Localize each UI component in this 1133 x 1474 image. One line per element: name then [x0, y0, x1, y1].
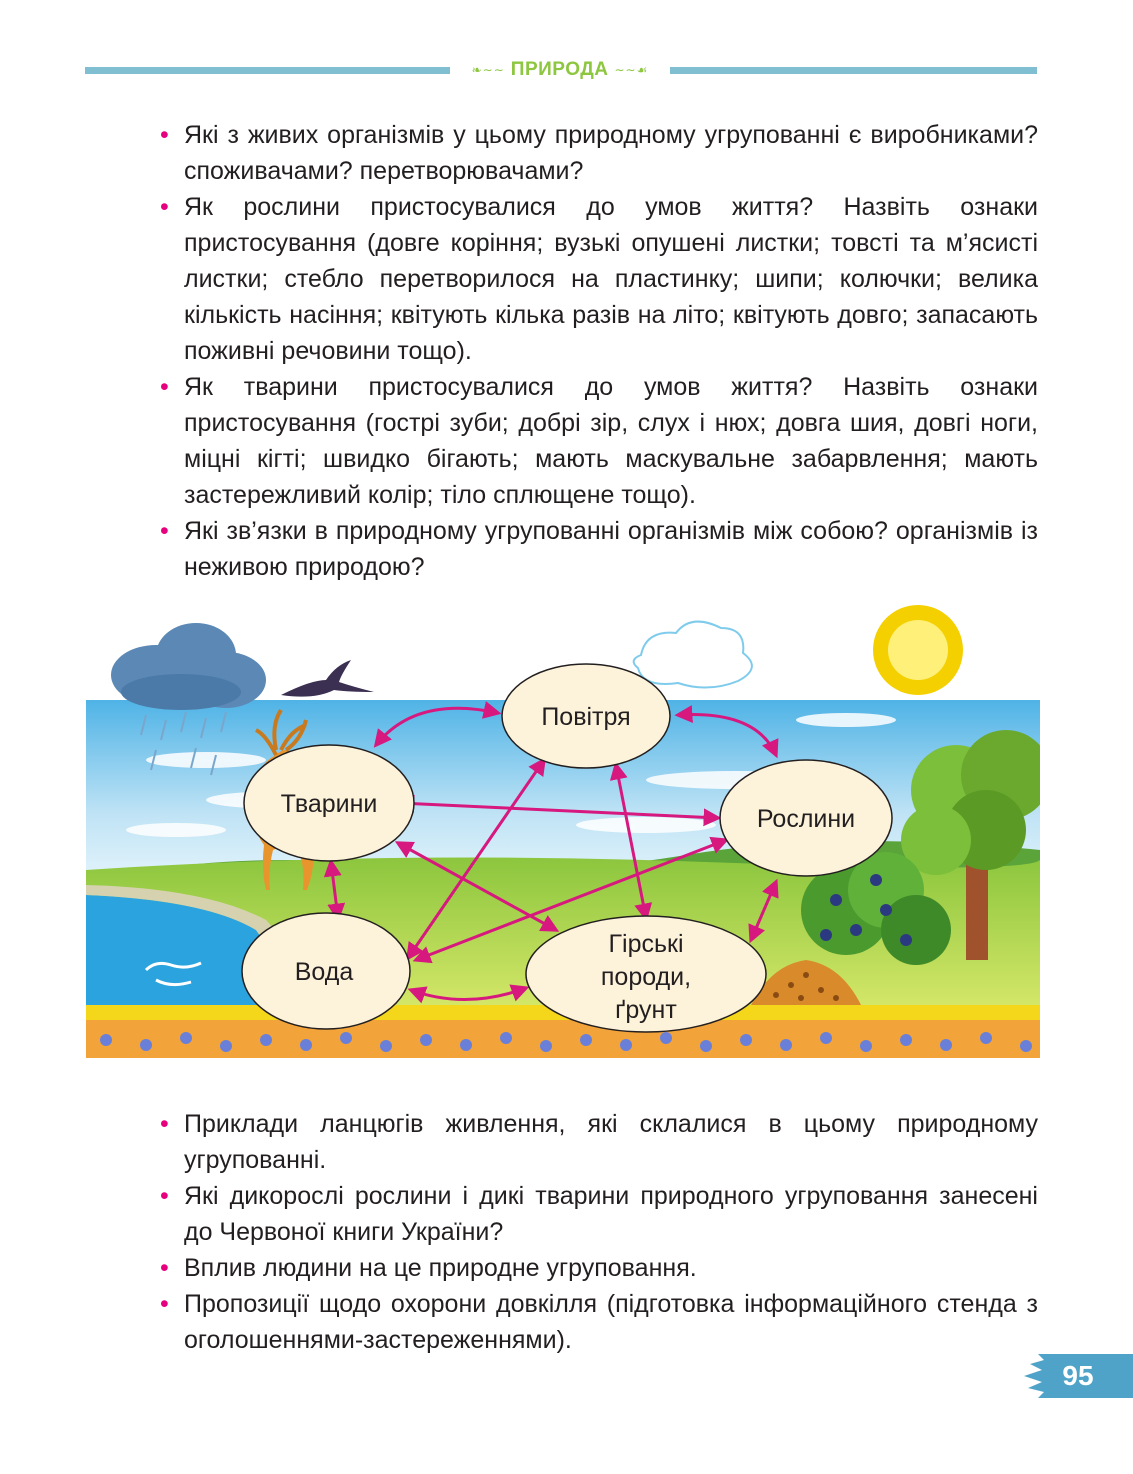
- list-item: [160, 513, 1038, 585]
- list-item: [160, 1106, 1038, 1178]
- list-item: [160, 1178, 1038, 1250]
- node-plants: [720, 760, 892, 876]
- node-animals-label: Тварини: [280, 790, 378, 818]
- list-item: [160, 1286, 1038, 1358]
- node-soil: [526, 916, 766, 1032]
- node-plants-label: Рослини: [756, 805, 856, 833]
- bullet-icon: •: [160, 193, 169, 221]
- node-air: [502, 664, 670, 768]
- list-item: [160, 189, 1038, 369]
- ecosystem-diagram: [86, 600, 1040, 1060]
- bullet-icon: •: [160, 1254, 169, 1282]
- question-text: Які з живих організмів у цьому природному угрупованні є виробниками? споживачами? перетворювачами?: [184, 121, 1038, 185]
- question-text: Пропозиції щодо охорони довкілля (підготовка інформаційного стенда з оголошеннями-застереженнями).: [184, 1290, 1038, 1354]
- question-text: Які зв’язки в природному угрупованні організмів між собою? організмів із неживою природою?: [184, 517, 1038, 581]
- node-animals: [244, 745, 414, 861]
- sun-icon: [873, 605, 963, 695]
- section-title: ПРИРОДА: [510, 59, 609, 80]
- question-text: Які дикорослі рослини і дикі тварини природного угруповання занесені до Червоної книги України?: [184, 1182, 1038, 1246]
- question-list-bottom: [160, 1106, 1038, 1358]
- bullet-icon: •: [160, 1290, 169, 1318]
- bullet-icon: •: [160, 1182, 169, 1210]
- node-soil-label-line3: ґрунт: [615, 996, 677, 1024]
- flower-strip: [86, 1020, 1040, 1058]
- swallow-bird-icon: [281, 660, 374, 697]
- rain-cloud-icon: [111, 623, 266, 710]
- cloud-outline-icon: [634, 622, 752, 688]
- question-text: Приклади ланцюгів живлення, які склалися в цьому природному угрупованні.: [184, 1110, 1038, 1174]
- question-text: Як тварини пристосувалися до умов життя? Назвіть ознаки пристосування (гострі зуби; добрі зір, слух і нюх; довга шия, довгі ноги, міцні кігті; швидко бігають; мають маскувальне забарвлення; мають застережливий колір; тіло сплющене тощо).: [184, 373, 1038, 509]
- node-soil-label-line2: породи,: [600, 963, 692, 991]
- leaf-ornament-left-icon: ❧∼∼: [471, 63, 505, 77]
- question-list-top: [160, 117, 1038, 585]
- bullet-icon: •: [160, 1110, 169, 1138]
- node-soil-label-line1: Гірські: [608, 930, 684, 958]
- bullet-icon: •: [160, 517, 169, 545]
- list-item: [160, 117, 1038, 189]
- list-item: [160, 369, 1038, 513]
- question-text: Як рослини пристосувалися до умов життя? Назвіть ознаки пристосування (довге коріння; вузькі опушені листки; товсті та м’ясисті листки; стебло перетворилося на пластинку; шипи; колючки; велика кількість насіння; квітують кілька разів на літо; квітують довго; запасають поживні речовини тощо).: [184, 193, 1038, 365]
- leaf-ornament-right-icon: ∼∼☙: [614, 63, 649, 77]
- question-text: Вплив людини на це природне угруповання.: [184, 1254, 697, 1282]
- node-water: [242, 913, 410, 1029]
- node-air-label: Повітря: [541, 703, 631, 731]
- bullet-icon: •: [160, 373, 169, 401]
- list-item: [160, 1250, 1038, 1286]
- page-number: 95: [1062, 1360, 1094, 1391]
- bullet-icon: •: [160, 121, 169, 149]
- node-water-label: Вода: [294, 958, 354, 986]
- section-header: [450, 55, 670, 85]
